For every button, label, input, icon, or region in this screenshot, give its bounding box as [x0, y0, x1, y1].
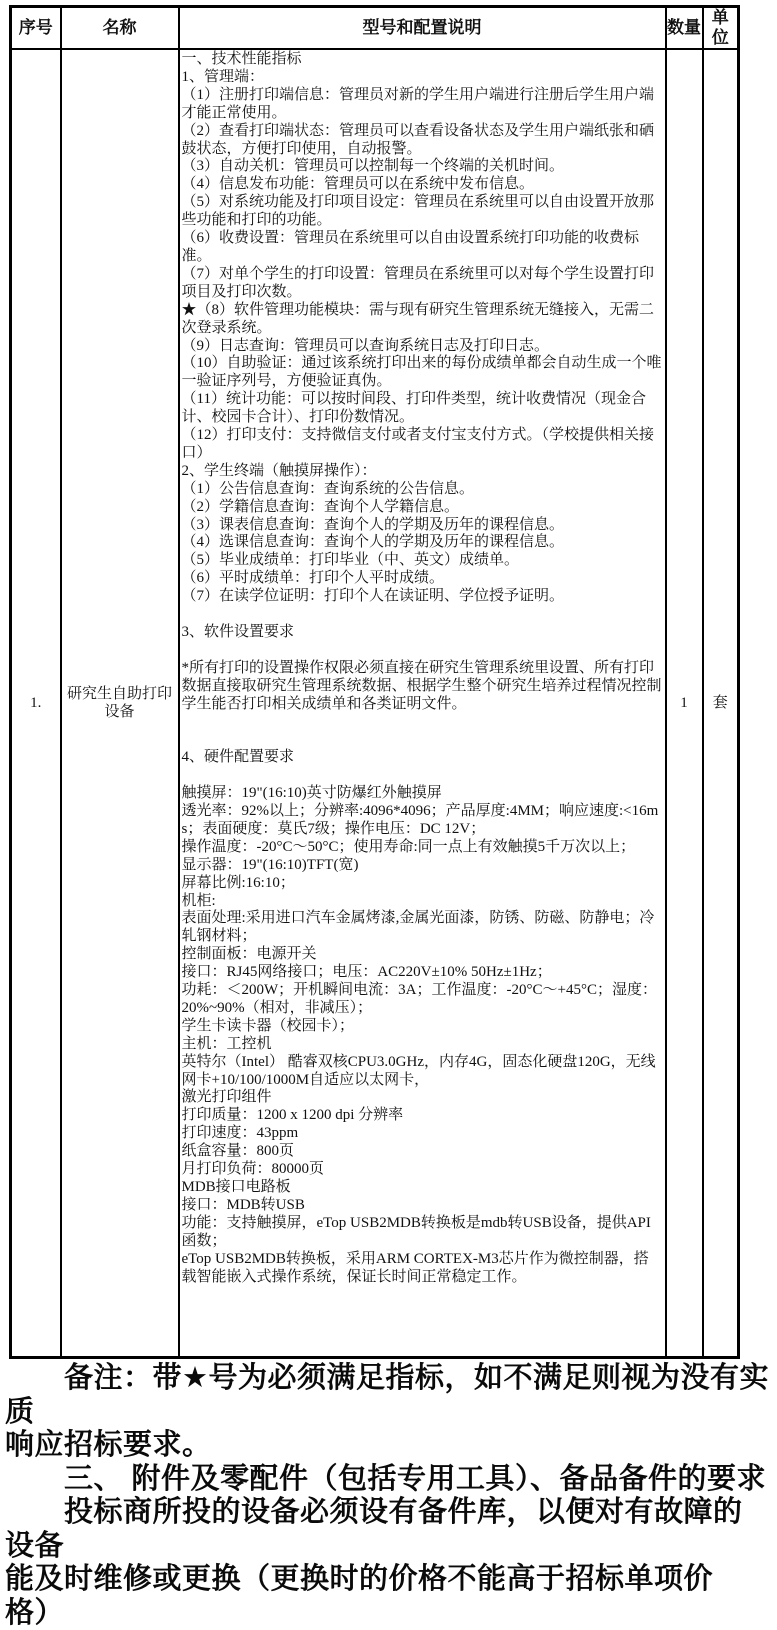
spec-table	[9, 5, 740, 1359]
spec-line: 透光率：92%以上；分辨率:4096*4096；产品厚度:4MM；响应速度:<16ms；表面硬度：莫氏7级；操作电压：DC 12V；	[182, 803, 663, 839]
spec-line: （4）选课信息查询：查询个人的学期及历年的课程信息。	[182, 534, 663, 552]
spec-line: 功耗：＜200W；开机瞬间电流：3A；工作温度：-20°C～+45°C；湿度：20%~90%（相对，非减压）；	[182, 982, 663, 1018]
spec-line: *所有打印的设置操作权限必须直接在研究生管理系统里设置、所有打印数据直接取研究生管理系统数据、根据学生整个研究生培养过程情况控制学生能否打印相关成绩单和各类证明文件。	[182, 660, 663, 714]
spec-line: （9）日志查询：管理员可以查询系统日志及打印日志。	[182, 338, 663, 356]
spec-line: 英特尔（Intel） 酷睿双核CPU3.0GHz，内存4G，固态化硬盘120G，无线网卡+10/100/1000M自适应以太网卡，	[182, 1054, 663, 1090]
spec-line: 打印质量：1200 x 1200 dpi 分辨率	[182, 1107, 663, 1125]
spec-line: 学生卡读卡器（校园卡）；	[182, 1018, 663, 1036]
document-page	[0, 5, 777, 1516]
spec-line: （2）查看打印端状态：管理员可以查看设备状态及学生用户端纸张和硒鼓状态，方便打印使用，自动报警。	[182, 123, 663, 159]
spec-line	[182, 606, 663, 624]
table-row	[11, 49, 739, 1358]
spec-line: 操作温度：-20°C～50°C；使用寿命:同一点上有效触摸5千万次以上；	[182, 839, 663, 857]
spec-line: 3、软件设置要求	[182, 624, 663, 642]
col-header-index: 序号	[11, 7, 61, 50]
footer-line: 备注：带★号为必须满足指标，如不满足则视为没有实质	[5, 1362, 769, 1429]
spec-line: 接口：RJ45网络接口；电压：AC220V±10% 50Hz±1Hz；	[182, 964, 663, 982]
spec-line: （1）公告信息查询：查询系统的公告信息。	[182, 481, 663, 499]
spec-line: （5）毕业成绩单：打印毕业（中、英文）成绩单。	[182, 552, 663, 570]
spec-line: 表面处理:采用进口汽车金属烤漆,金属光面漆，防锈、防磁、防静电；冷轧钢材料；	[182, 910, 663, 946]
spec-line: ★（8）软件管理功能模块：需与现有研究生管理系统无缝接入，无需二次登录系统。	[182, 302, 663, 338]
spec-line: （2）学籍信息查询：查询个人学籍信息。	[182, 499, 663, 517]
spec-line: eTop USB2MDB转换板，采用ARM CORTEX-M3芯片作为微控制器，搭载智能嵌入式操作系统，保证长时间正常稳定工作。	[182, 1251, 663, 1287]
spec-line: （4）信息发布功能：管理员可以在系统中发布信息。	[182, 176, 663, 194]
footer-line: 投标商所投的设备必须设有备件库，以便对有故障的设备	[5, 1496, 769, 1563]
quantity-cell: 1	[666, 49, 703, 1358]
footer-line: 能及时维修或更换（更换时的价格不能高于招标单项价	[5, 1563, 769, 1597]
col-header-name: 名称	[61, 7, 179, 50]
col-header-unit: 单位	[703, 7, 739, 50]
spec-line: 显示器：19"(16:10)TFT(宽)	[182, 857, 663, 875]
spec-line: （5）对系统功能及打印项目设定：管理员在系统里可以自由设置开放那些功能和打印的功能。	[182, 194, 663, 230]
col-header-quantity: 数量	[666, 7, 703, 50]
spec-line: 主机：工控机	[182, 1036, 663, 1054]
spec-line: （1）注册打印端信息：管理员对新的学生用户端进行注册后学生用户端才能正常使用。	[182, 87, 663, 123]
footer-line: 格）	[5, 1597, 769, 1630]
col-header-spec: 型号和配置说明	[179, 7, 666, 50]
spec-line: （3）课表信息查询：查询个人的学期及历年的课程信息。	[182, 517, 663, 535]
spec-line: 触摸屏：19"(16:10)英寸防爆红外触摸屏	[182, 785, 663, 803]
spec-line: 纸盒容量：800页	[182, 1143, 663, 1161]
spec-line: （6）平时成绩单：打印个人平时成绩。	[182, 570, 663, 588]
name-cell: 研究生自助打印设备	[61, 49, 179, 1358]
spec-line	[182, 767, 663, 785]
spec-line: 2、学生终端（触摸屏操作）：	[182, 463, 663, 481]
footer-note	[0, 1362, 769, 1630]
spec-line: （7）在读学位证明：打印个人在读证明、学位授予证明。	[182, 588, 663, 606]
spec-line: 功能：支持触摸屏，eTop USB2MDB转换板是mdb转USB设备，提供API函数；	[182, 1215, 663, 1251]
spec-line: 4、硬件配置要求	[182, 749, 663, 767]
spec-line: 打印速度：43ppm	[182, 1125, 663, 1143]
spec-line: MDB接口电路板	[182, 1179, 663, 1197]
spec-line: （10）自助验证：通过该系统打印出来的每份成绩单都会自动生成一个唯一验证序列号，方便验证真伪。	[182, 355, 663, 391]
spec-line: 1、管理端：	[182, 69, 663, 87]
footer-line: 三、 附件及零配件（包括专用工具）、备品备件的要求	[5, 1463, 769, 1497]
footer-line: 响应招标要求。	[5, 1429, 769, 1463]
spec-line: 一、技术性能指标	[182, 51, 663, 69]
spec-line: （6）收费设置：管理员在系统里可以自由设置系统打印功能的收费标准。	[182, 230, 663, 266]
spec-line: 激光打印组件	[182, 1089, 663, 1107]
spec-line: 接口：MDB转USB	[182, 1197, 663, 1215]
spec-line	[182, 731, 663, 749]
spec-line: （3）自动关机：管理员可以控制每一个终端的关机时间。	[182, 158, 663, 176]
table-header-row	[11, 7, 739, 50]
spec-cell	[179, 49, 666, 1358]
spec-line: 月打印负荷：80000页	[182, 1161, 663, 1179]
spec-line	[182, 642, 663, 660]
spec-line: （7）对单个学生的打印设置：管理员在系统里可以对每个学生设置打印项目及打印次数。	[182, 266, 663, 302]
index-cell: 1.	[11, 49, 61, 1358]
spec-line: 屏幕比例:16:10；	[182, 875, 663, 893]
spec-line: （11）统计功能：可以按时间段、打印件类型，统计收费情况（现金合计、校园卡合计）、打印份数情况。	[182, 391, 663, 427]
spec-line	[182, 714, 663, 732]
spec-line: 控制面板：电源开关	[182, 946, 663, 964]
spec-line: 机柜:	[182, 893, 663, 911]
spec-line: （12）打印支付：支持微信支付或者支付宝支付方式。（学校提供相关接口）	[182, 427, 663, 463]
unit-cell: 套	[703, 49, 739, 1358]
